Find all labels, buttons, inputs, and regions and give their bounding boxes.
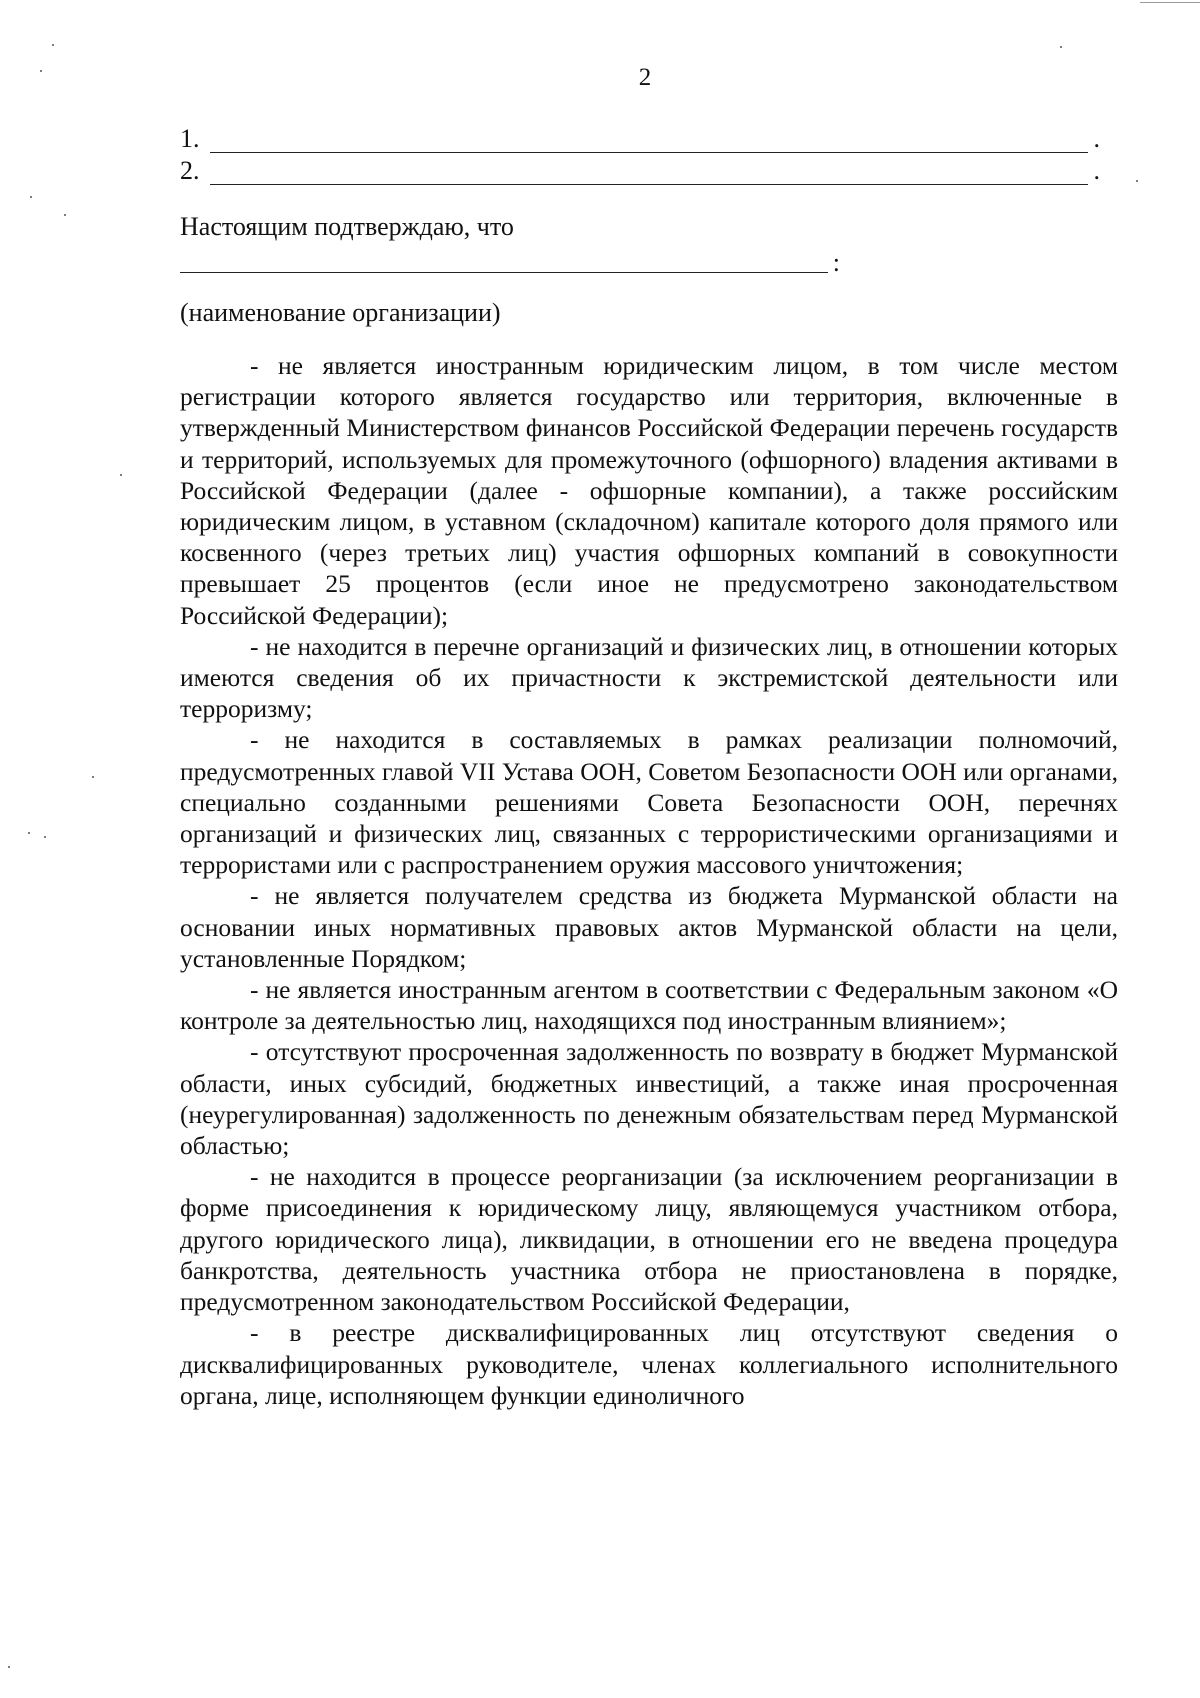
declaration-paragraph: - не находится в перечне организаций и физических лиц, в отношении которых имеются сведения об их причастности к экстремистской деятельности или терроризму; bbox=[180, 631, 1118, 724]
page-number: 2 bbox=[638, 64, 652, 91]
scan-speck bbox=[1136, 180, 1138, 182]
organization-name-blank bbox=[180, 248, 840, 280]
declaration-paragraph: - не является иностранным юридическим лицом, в том числе местом регистрации которого является государство или территория, включенные в утвержденный Министерством финансов Российской Федерации перечень государств и территорий, используемых для промежуточного (офшорного) владения активами в Российской Федерации (далее - офшорные компании), а также российским юридическим лицом, в уставном (складочном) капитале которого доля прямого или косвенного (через третьих лиц) участия офшорных компаний в совокупности превышает 25 процентов (если иное не предусмотрено законодательством Российской Федерации); bbox=[180, 351, 1118, 630]
numbered-blank-line-2 bbox=[180, 156, 1100, 188]
scan-speck bbox=[92, 776, 94, 778]
scan-speck bbox=[64, 214, 66, 216]
line-number: 1. bbox=[180, 124, 200, 153]
declaration-paragraph: - отсутствуют просроченная задолженность по возврату в бюджет Мурманской области, иных субсидий, бюджетных инвестиций, а также иная просроченная (неурегулированная) задолженность по денежным обязательствам перед Мурманской областью; bbox=[180, 1037, 1118, 1161]
scan-speck bbox=[44, 836, 46, 838]
line-end-mark: . bbox=[1093, 156, 1100, 185]
scan-speck bbox=[120, 474, 122, 476]
scan-speck bbox=[1060, 46, 1062, 48]
declaration-paragraph: - не является иностранным агентом в соответствии с Федеральным законом «О контроле за деятельностью лиц, находящихся под иностранным влиянием»; bbox=[180, 975, 1118, 1036]
scan-speck bbox=[28, 832, 30, 834]
organization-name-caption: (наименование организации) bbox=[180, 298, 501, 327]
declaration-body bbox=[180, 350, 1118, 1411]
scan-edge-mark bbox=[1140, 2, 1200, 3]
numbered-blank-line-1 bbox=[180, 124, 1100, 156]
fill-in-rule bbox=[210, 184, 1088, 185]
line-end-mark: . bbox=[1093, 124, 1100, 153]
scan-speck bbox=[52, 44, 54, 46]
declaration-paragraph: - не находится в составляемых в рамках реализации полномочий, предусмотренных главой VII Устава ООН, Советом Безопасности ООН или органами, специально созданными решениями Совета Безопасности ООН, перечнях организаций и физических лиц, связанных с террористическими организациями и террористами или с распространением оружия массового уничтожения; bbox=[180, 725, 1118, 880]
declaration-paragraph: - не находится в процессе реорганизации (за исключением реорганизации в форме присоединения к юридическому лицу, являющемуся участником отбора, другого юридического лица), ликвидации, в отношении его не введена процедура банкротства, деятельность участника отбора не приостановлена в порядке, предусмотренном законодательством Российской Федерации, bbox=[180, 1162, 1118, 1317]
scan-speck bbox=[30, 196, 32, 198]
fill-in-rule bbox=[210, 152, 1088, 153]
declaration-paragraph: - в реестре дисквалифицированных лиц отсутствуют сведения о дисквалифицированных руководителе, членах коллегиального исполнительного органа, лице, исполняющем функции единоличного bbox=[180, 1318, 1118, 1410]
scan-speck bbox=[40, 70, 42, 72]
scan-speck bbox=[8, 1666, 10, 1668]
blank-end-mark: : bbox=[832, 248, 840, 277]
fill-in-rule bbox=[180, 272, 828, 273]
confirmation-intro: Настоящим подтверждаю, что bbox=[180, 212, 514, 241]
declaration-paragraph: - не является получателем средства из бюджета Мурманской области на основании иных нормативных правовых актов Мурманской области на цели, установленные Порядком; bbox=[180, 881, 1118, 973]
line-number: 2. bbox=[180, 156, 200, 185]
